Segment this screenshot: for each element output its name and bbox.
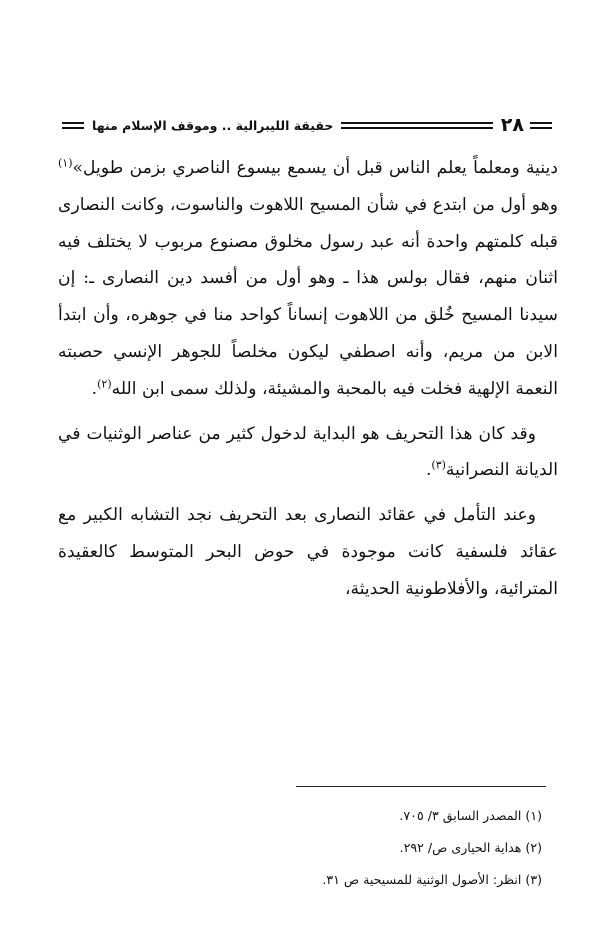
body-paragraph <box>58 150 558 408</box>
running-title: حقيقة الليبرالية .. وموقف الإسلام منها <box>92 117 334 133</box>
paragraph-text: . <box>425 460 432 481</box>
header-rule <box>341 122 492 129</box>
page-number: ٢٨ <box>500 114 524 136</box>
header-ornament-left <box>62 122 84 129</box>
footnote-3: (٣) انظر: الأصول الوثنية للمسيحية ص ٣١. <box>322 872 542 887</box>
footnote-2: (٢) هداية الحيارى ص/ ٢٩٢. <box>399 840 542 855</box>
footnote-separator <box>296 786 546 787</box>
footnote-reference: (١) <box>58 156 73 170</box>
paragraph-text: دينية ومعلماً يعلم الناس قبل أن يسمع بيسوع الناصري بزمن طويل» <box>72 158 558 178</box>
paragraph-text: وعند التأمل في عقائد النصارى بعد التحريف نجد التشابه الكبير مع عقائد فلسفية كانت موجودة في حوض البحر المتوسط كالعقيدة المترائية، والأفلاطونية الحديثة، <box>58 505 558 599</box>
running-header <box>62 112 552 138</box>
paragraph-text: وهو أول من ابتدع في شأن المسيح اللاهوت والناسوت، وكانت النصارى قبله كلمتهم واحدة أنه عبد رسول مخلوق مصنوع مربوب لا يختلف فيه اثنان منهم، فقال بولس هذا ـ وهو أول من أفسد دين النصارى ـ: إن سيدنا المسيح خُلق من اللاهوت إنساناً كواحد منا في جوهره، وأن ابتدأ الابن من مريم، وأنه اصطفي ليكون مخلصاً للجوهر الإنسي حصبته النعمة الإلهية فخلت فيه بالمحبة والمشيئة، ولذلك سمى ابن الله <box>58 194 558 399</box>
body-text <box>58 150 558 608</box>
footnote-1: (١) المصدر السابق ٣/ ٧٠٥. <box>399 808 542 823</box>
paragraph-text: وقد كان هذا التحريف هو البداية لدخول كثير من عناصر الوثنيات في الديانة النصرانية <box>58 423 558 481</box>
paragraph-text: . <box>91 378 98 399</box>
body-paragraph <box>58 497 558 607</box>
footnotes <box>200 800 542 896</box>
footnote-reference: (٢) <box>97 377 112 391</box>
header-ornament-right <box>530 122 552 129</box>
body-paragraph <box>58 416 558 490</box>
footnote-reference: (٣) <box>431 458 446 472</box>
